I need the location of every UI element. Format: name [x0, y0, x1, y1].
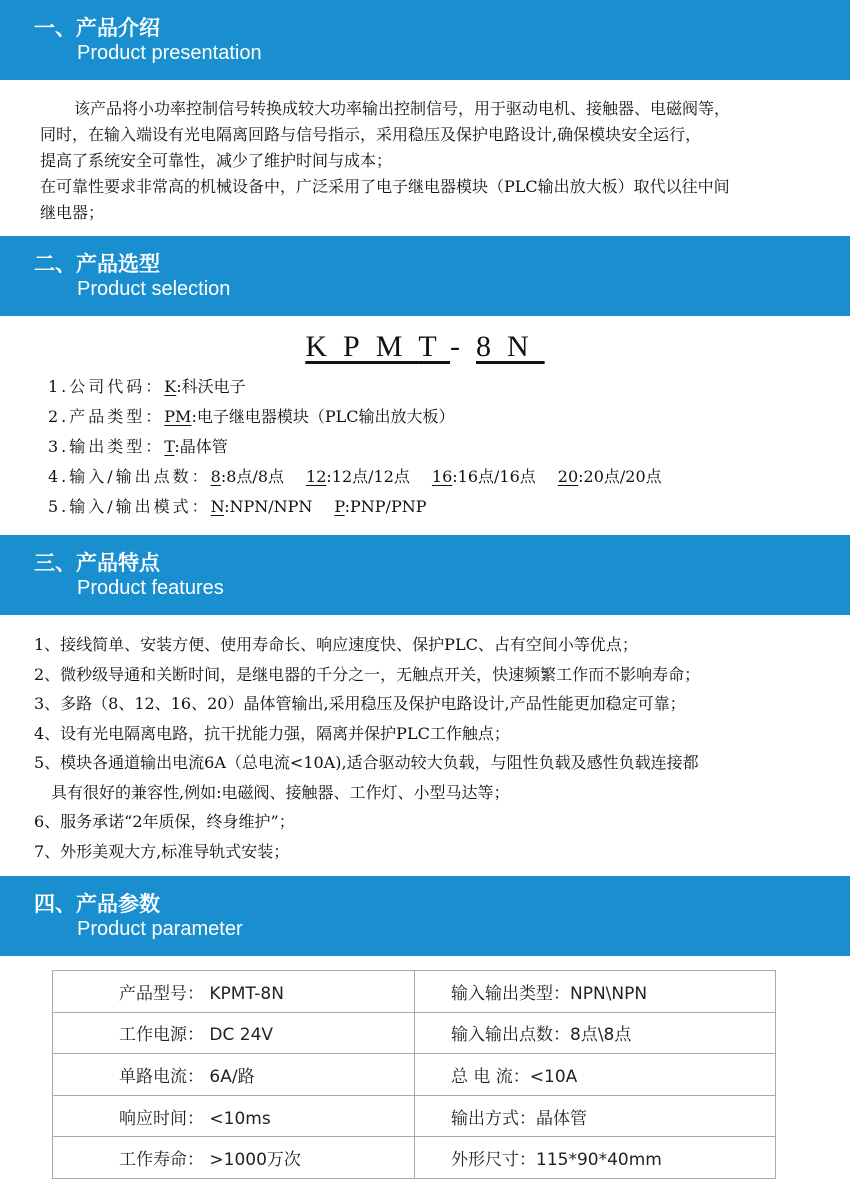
intro-line: 提高了系统安全可靠性，减少了维护时间与成本； — [40, 151, 393, 170]
selection-desc: :NPN/NPN — [224, 497, 313, 516]
intro-line: 该产品将小功率控制信号转换成较大功率输出控制信号，用于驱动电机、接触器、电磁阀等， — [74, 99, 731, 118]
features-list — [34, 630, 834, 866]
table-row — [53, 1012, 776, 1054]
selection-code: 16 — [431, 467, 453, 486]
intro-text — [40, 96, 835, 226]
selection-code: 12 — [306, 467, 327, 486]
selection-code: N — [210, 497, 225, 516]
selection-desc: :电子继电器模块（PLC输出放大板） — [191, 407, 455, 426]
selection-desc: :科沃电子 — [176, 377, 246, 396]
selection-row-mode — [48, 492, 838, 522]
feature-item: 4、设有光电隔离电路，抗干扰能力强，隔离并保护PLC工作触点； — [34, 723, 510, 743]
selection-desc: :16点/16点 — [452, 467, 536, 486]
selection-code: P — [334, 497, 345, 516]
section-header-features — [0, 535, 850, 615]
feature-item: 7、外形美观大方,标准导轨式安装； — [34, 841, 290, 861]
selection-code: T — [164, 437, 175, 456]
selection-code: PM — [164, 407, 192, 426]
intro-line: 继电器； — [40, 203, 105, 222]
model-code — [0, 330, 850, 364]
selection-code: K — [164, 377, 177, 396]
selection-label: 4.输入/输出点数： — [48, 467, 211, 486]
section-header-presentation — [0, 0, 850, 80]
selection-row-company — [48, 372, 838, 402]
param-cell: 工作电源： DC 24V — [53, 1012, 415, 1054]
param-cell: 工作寿命： >1000万次 — [53, 1137, 415, 1179]
parameter-table — [52, 970, 776, 1179]
param-cell: 外形尺寸：115*90*40mm — [415, 1137, 776, 1179]
section-header-selection — [0, 236, 850, 316]
feature-item: 6、服务承诺“2年质保，终身维护”； — [34, 812, 295, 831]
selection-label: 5.输入/输出模式： — [48, 497, 211, 516]
section-title-cn: 四、产品参数 — [34, 892, 160, 916]
section-title-en: Product features — [77, 577, 224, 599]
feature-item: 3、多路（8、12、16、20）晶体管输出,采用稳压及保护电路设计,产品性能更加稳定可靠； — [34, 694, 686, 713]
table-row — [53, 1054, 776, 1096]
selection-desc: :12点/12点 — [326, 467, 410, 486]
feature-item: 5、模块各通道输出电流6A（总电流<10A),适合驱动较大负载，与阻性负载及感性负载连接都 — [34, 753, 699, 772]
selection-row-type — [48, 402, 838, 432]
selection-label: 1.公司代码： — [48, 377, 165, 396]
section-title-en: Product presentation — [77, 42, 262, 64]
param-cell: 单路电流： 6A/路 — [53, 1054, 415, 1096]
param-cell: 响应时间： <10ms — [53, 1095, 415, 1137]
selection-label: 2.产品类型： — [48, 407, 165, 426]
selection-list — [48, 372, 838, 522]
section-title-cn: 一、产品介绍 — [34, 16, 160, 40]
feature-item: 2、微秒级导通和关断时间，是继电器的千分之一，无触点开关，快速频繁工作而不影响寿命； — [34, 664, 701, 684]
selection-desc: :晶体管 — [174, 437, 228, 456]
intro-line: 同时，在输入端设有光电隔离回路与信号指示，采用稳压及保护电路设计,确保模块安全运行， — [40, 125, 702, 144]
selection-row-output — [48, 432, 838, 462]
section-title-cn: 二、产品选型 — [34, 252, 160, 276]
param-cell: 产品型号： KPMT-8N — [53, 971, 415, 1013]
selection-row-points — [48, 462, 838, 492]
model-code-k: K — [305, 330, 344, 363]
feature-item: 1、接线简单、安装方便、使用寿命长、响应速度快、保护PLC、占有空间小等优点； — [34, 635, 638, 654]
selection-label: 3.输出类型： — [48, 437, 165, 456]
model-code-t: T — [418, 330, 450, 363]
table-row — [53, 1095, 776, 1137]
param-cell: 输入输出点数：8点\8点 — [415, 1012, 776, 1054]
section-title-en: Product selection — [77, 278, 231, 300]
selection-desc: :20点/20点 — [578, 467, 662, 486]
selection-code: 20 — [557, 467, 579, 486]
section-title-cn: 三、产品特点 — [34, 551, 160, 575]
table-row — [53, 1137, 776, 1179]
model-code-8: 8 — [475, 330, 507, 363]
selection-desc: :8点/8点 — [220, 467, 285, 486]
selection-code: 8 — [210, 467, 221, 486]
selection-desc: :PNP/PNP — [344, 497, 427, 516]
param-cell: 输入输出类型：NPN\NPN — [415, 971, 776, 1013]
param-cell: 输出方式：晶体管 — [415, 1095, 776, 1137]
section-title-en: Product parameter — [77, 918, 243, 940]
section-header-parameter — [0, 876, 850, 956]
model-code-dash: - — [449, 330, 476, 363]
param-cell: 总 电 流：<10A — [415, 1054, 776, 1096]
model-code-n: N — [506, 330, 545, 363]
feature-item-continued: 具有很好的兼容性,例如:电磁阀、接触器、工作灯、小型马达等； — [51, 782, 510, 802]
model-code-pm: PM — [343, 330, 419, 363]
table-row — [53, 971, 776, 1013]
intro-line: 在可靠性要求非常高的机械设备中，广泛采用了电子继电器模块（PLC输出放大板）取代以往中间 — [40, 177, 730, 196]
